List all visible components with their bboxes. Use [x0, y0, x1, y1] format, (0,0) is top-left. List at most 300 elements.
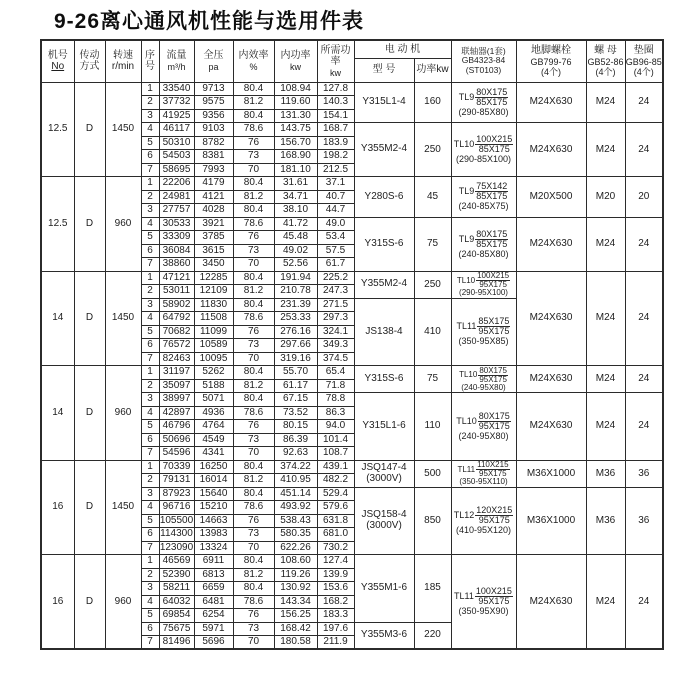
coupling-type: TL12 — [453, 510, 475, 521]
efficiency-cell: 76 — [233, 420, 274, 434]
required-power-cell: 183.3 — [317, 609, 354, 623]
drive-mode-cell: D — [74, 82, 105, 177]
required-power-cell: 57.5 — [317, 244, 354, 258]
required-power-cell: 297.3 — [317, 312, 354, 326]
seq-cell: 4 — [141, 123, 159, 137]
seq-cell: 3 — [141, 109, 159, 123]
efficiency-cell: 81.2 — [233, 379, 274, 393]
efficiency-cell: 73 — [233, 244, 274, 258]
internal-power-cell: 451.14 — [274, 487, 317, 501]
header-motor-model: 型 号 — [354, 58, 414, 82]
page-title: 9-26离心通风机性能与选用件表 — [54, 10, 365, 33]
internal-power-cell: 80.15 — [274, 420, 317, 434]
required-power-cell: 730.2 — [317, 541, 354, 555]
flow-cell: 46569 — [159, 555, 194, 569]
flow-cell: 52390 — [159, 568, 194, 582]
required-power-cell: 482.2 — [317, 474, 354, 488]
required-power-cell: 65.4 — [317, 366, 354, 380]
flow-cell: 70339 — [159, 460, 194, 474]
pressure-cell: 6481 — [194, 595, 233, 609]
flow-cell: 70682 — [159, 325, 194, 339]
efficiency-cell: 81.2 — [233, 568, 274, 582]
seq-cell: 7 — [141, 352, 159, 366]
seq-cell: 2 — [141, 285, 159, 299]
efficiency-cell: 76 — [233, 325, 274, 339]
required-power-cell: 49.0 — [317, 217, 354, 231]
seq-cell: 4 — [141, 595, 159, 609]
pressure-cell: 5262 — [194, 366, 233, 380]
coupling-type: TL9 — [458, 91, 475, 102]
pressure-cell: 6659 — [194, 582, 233, 596]
internal-power-cell: 374.22 — [274, 460, 317, 474]
pressure-cell: 15210 — [194, 501, 233, 515]
coupling-type: TL9 — [458, 233, 475, 244]
coupling-note: (410-95X120) — [455, 525, 512, 536]
efficiency-cell: 80.4 — [233, 298, 274, 312]
seq-cell: 7 — [141, 258, 159, 272]
efficiency-cell: 80.4 — [233, 393, 274, 407]
pressure-cell: 6813 — [194, 568, 233, 582]
required-power-cell: 168.2 — [317, 595, 354, 609]
nut-cell: M24 — [586, 393, 625, 461]
internal-power-cell: 319.16 — [274, 352, 317, 366]
internal-power-cell: 86.39 — [274, 433, 317, 447]
coupling-size-fraction: $\frac{80X175}{85X175}$ — [476, 228, 508, 249]
seq-cell: 2 — [141, 474, 159, 488]
internal-power-cell: 253.33 — [274, 312, 317, 326]
coupling-note: (350-95X90) — [458, 606, 509, 616]
flow-cell: 33540 — [159, 82, 194, 96]
flow-cell: 79131 — [159, 474, 194, 488]
pressure-cell: 14663 — [194, 514, 233, 528]
pressure-cell: 5071 — [194, 393, 233, 407]
internal-power-cell: 143.34 — [274, 595, 317, 609]
drive-mode-cell: D — [74, 177, 105, 272]
efficiency-cell: 73 — [233, 339, 274, 353]
flow-cell: 64792 — [159, 312, 194, 326]
internal-power-cell: 38.10 — [274, 204, 317, 218]
required-power-cell: 61.7 — [317, 258, 354, 272]
header-motor-power: 功率kw — [414, 58, 451, 82]
table-row — [41, 271, 663, 285]
header-efficiency: 内效率 % — [233, 40, 274, 82]
required-power-cell: 579.6 — [317, 501, 354, 515]
flow-cell: 69854 — [159, 609, 194, 623]
fan-no-cell: 14 — [41, 366, 74, 461]
seq-cell: 1 — [141, 177, 159, 191]
header-fan-no: 机号 No — [41, 40, 74, 82]
efficiency-cell: 70 — [233, 258, 274, 272]
motor-power-cell: 850 — [414, 487, 451, 555]
internal-power-cell: 181.10 — [274, 163, 317, 177]
coupling-cell — [451, 271, 516, 298]
flow-cell: 35097 — [159, 379, 194, 393]
motor-model-cell — [354, 177, 414, 218]
coupling-type: TL11 — [457, 464, 476, 474]
coupling-size-fraction: $\frac{110X215}{95X175}$ — [477, 460, 509, 478]
seq-cell: 3 — [141, 487, 159, 501]
coupling-type: TL11 — [454, 591, 474, 601]
pressure-cell: 11099 — [194, 325, 233, 339]
required-power-cell: 44.7 — [317, 204, 354, 218]
header-pressure: 全压 pa — [194, 40, 233, 82]
pressure-cell: 10589 — [194, 339, 233, 353]
nut-cell: M24 — [586, 366, 625, 393]
flow-cell: 42897 — [159, 406, 194, 420]
efficiency-cell: 76 — [233, 609, 274, 623]
washer-cell: 36 — [625, 460, 663, 487]
flow-cell: 31197 — [159, 366, 194, 380]
coupling-note: (290-95X100) — [459, 288, 508, 297]
required-power-cell: 212.5 — [317, 163, 354, 177]
nut-cell: M24 — [586, 123, 625, 177]
washer-cell: 20 — [625, 177, 663, 218]
efficiency-cell: 70 — [233, 447, 274, 461]
motor-model-line: Y315S-6 — [364, 372, 404, 384]
coupling-size-fraction: $\frac{80X175}{95X175}$ — [479, 365, 507, 384]
coupling-cell — [451, 123, 516, 177]
motor-power-cell: 110 — [414, 393, 451, 461]
efficiency-cell: 70 — [233, 163, 274, 177]
motor-model-line: Y280S-6 — [364, 190, 404, 202]
flow-cell: 41925 — [159, 109, 194, 123]
required-power-cell: 247.3 — [317, 285, 354, 299]
motor-power-cell: 250 — [414, 123, 451, 177]
coupling-type: TL10 — [459, 370, 478, 379]
flow-cell: 54596 — [159, 447, 194, 461]
coupling-cell — [451, 393, 516, 461]
efficiency-cell: 80.4 — [233, 82, 274, 96]
pressure-cell: 5971 — [194, 622, 233, 636]
header-seq: 序 号 — [141, 40, 159, 82]
efficiency-cell: 78.6 — [233, 123, 274, 137]
header-washer: 垫圈 GB96-85 (4个) — [625, 40, 663, 82]
fan-no-cell: 16 — [41, 460, 74, 555]
flow-cell: 47121 — [159, 271, 194, 285]
required-power-cell: 139.9 — [317, 568, 354, 582]
motor-model-line: Y315L1-4 — [362, 96, 406, 107]
internal-power-cell: 92.63 — [274, 447, 317, 461]
required-power-cell: 101.4 — [317, 433, 354, 447]
table-row — [41, 177, 663, 191]
motor-model-cell — [354, 555, 414, 623]
internal-power-cell: 297.66 — [274, 339, 317, 353]
flow-cell: 22206 — [159, 177, 194, 191]
seq-cell: 1 — [141, 460, 159, 474]
efficiency-cell: 78.6 — [233, 312, 274, 326]
required-power-cell: 86.3 — [317, 406, 354, 420]
seq-cell: 1 — [141, 271, 159, 285]
header-coupling: 联轴器(1套) GB4323-84 (ST0103) — [451, 40, 516, 82]
washer-cell: 24 — [625, 123, 663, 177]
pressure-cell: 3785 — [194, 231, 233, 245]
required-power-cell: 225.2 — [317, 271, 354, 285]
efficiency-cell: 73 — [233, 528, 274, 542]
internal-power-cell: 45.48 — [274, 231, 317, 245]
motor-model-line: (3000V) — [366, 472, 402, 484]
pressure-cell: 11508 — [194, 312, 233, 326]
seq-cell: 7 — [141, 636, 159, 650]
internal-power-cell: 119.26 — [274, 568, 317, 582]
header-anchor-bolt: 地脚螺栓 GB799-76 (4个) — [516, 40, 586, 82]
seq-cell: 1 — [141, 366, 159, 380]
seq-cell: 5 — [141, 420, 159, 434]
motor-model-line: Y355M1-6 — [360, 582, 408, 593]
required-power-cell: 324.1 — [317, 325, 354, 339]
internal-power-cell: 276.16 — [274, 325, 317, 339]
washer-cell: 24 — [625, 271, 663, 366]
drive-mode-cell: D — [74, 555, 105, 650]
coupling-cell — [451, 460, 516, 487]
flow-cell: 30533 — [159, 217, 194, 231]
flow-cell: 96716 — [159, 501, 194, 515]
table-row — [41, 366, 663, 380]
coupling-cell — [451, 177, 516, 218]
efficiency-cell: 80.4 — [233, 487, 274, 501]
anchor-bolt-cell: M24X630 — [516, 271, 586, 366]
internal-power-cell: 67.15 — [274, 393, 317, 407]
coupling-type: TL10 — [453, 139, 475, 149]
motor-model-cell — [354, 366, 414, 393]
pressure-cell: 12285 — [194, 271, 233, 285]
nut-cell: M36 — [586, 487, 625, 555]
seq-cell: 5 — [141, 231, 159, 245]
internal-power-cell: 73.52 — [274, 406, 317, 420]
internal-power-cell: 622.26 — [274, 541, 317, 555]
washer-cell: 24 — [625, 82, 663, 123]
efficiency-cell: 80.4 — [233, 582, 274, 596]
internal-power-cell: 34.71 — [274, 190, 317, 204]
efficiency-cell: 78.6 — [233, 217, 274, 231]
fan-no-cell: 12.5 — [41, 177, 74, 272]
internal-power-cell: 156.70 — [274, 136, 317, 150]
internal-power-cell: 49.02 — [274, 244, 317, 258]
internal-power-cell: 168.42 — [274, 622, 317, 636]
required-power-cell: 183.9 — [317, 136, 354, 150]
internal-power-cell: 52.56 — [274, 258, 317, 272]
pressure-cell: 8381 — [194, 150, 233, 164]
coupling-cell — [451, 366, 516, 393]
washer-cell: 36 — [625, 487, 663, 555]
pressure-cell: 11830 — [194, 298, 233, 312]
nut-cell: M24 — [586, 82, 625, 123]
pressure-cell: 4341 — [194, 447, 233, 461]
internal-power-cell: 108.94 — [274, 82, 317, 96]
seq-cell: 1 — [141, 82, 159, 96]
coupling-cell — [451, 298, 516, 366]
seq-cell: 6 — [141, 150, 159, 164]
efficiency-cell: 73 — [233, 622, 274, 636]
flow-cell: 58902 — [159, 298, 194, 312]
motor-model-cell — [354, 393, 414, 461]
pressure-cell: 13983 — [194, 528, 233, 542]
pressure-cell: 4179 — [194, 177, 233, 191]
pressure-cell: 9713 — [194, 82, 233, 96]
internal-power-cell: 41.72 — [274, 217, 317, 231]
washer-cell: 24 — [625, 217, 663, 271]
efficiency-cell: 78.6 — [233, 501, 274, 515]
anchor-bolt-cell: M24X630 — [516, 555, 586, 650]
motor-power-cell: 75 — [414, 366, 451, 393]
flow-cell: 50310 — [159, 136, 194, 150]
coupling-type: TL10 — [456, 415, 477, 426]
motor-model-cell — [354, 217, 414, 271]
motor-model-cell — [354, 460, 414, 487]
required-power-cell: 374.5 — [317, 352, 354, 366]
required-power-cell: 127.8 — [317, 82, 354, 96]
required-power-cell: 140.3 — [317, 96, 354, 110]
internal-power-cell: 130.92 — [274, 582, 317, 596]
flow-cell: 36084 — [159, 244, 194, 258]
required-power-cell: 271.5 — [317, 298, 354, 312]
motor-model-cell — [354, 622, 414, 649]
nut-cell: M24 — [586, 271, 625, 366]
internal-power-cell: 410.95 — [274, 474, 317, 488]
required-power-cell: 37.1 — [317, 177, 354, 191]
required-power-cell: 153.6 — [317, 582, 354, 596]
motor-power-cell: 220 — [414, 622, 451, 649]
coupling-size-fraction: $\frac{120X215}{95X175}$ — [476, 505, 513, 526]
seq-cell: 6 — [141, 528, 159, 542]
seq-cell: 2 — [141, 379, 159, 393]
motor-model-line: JSQ158-4 — [361, 509, 407, 521]
seq-cell: 5 — [141, 136, 159, 150]
seq-cell: 1 — [141, 555, 159, 569]
motor-model-line: Y315S-6 — [364, 237, 404, 249]
motor-model-line: (3000V) — [366, 519, 402, 531]
internal-power-cell: 231.39 — [274, 298, 317, 312]
seq-cell: 4 — [141, 501, 159, 515]
coupling-cell — [451, 82, 516, 123]
nut-cell: M24 — [586, 555, 625, 650]
motor-power-cell: 250 — [414, 271, 451, 298]
coupling-cell — [451, 217, 516, 271]
motor-power-cell: 185 — [414, 555, 451, 623]
required-power-cell: 40.7 — [317, 190, 354, 204]
header-flow: 流量 m³/h — [159, 40, 194, 82]
internal-power-cell: 168.90 — [274, 150, 317, 164]
coupling-size-fraction: $\frac{75X142}{85X175}$ — [476, 181, 508, 202]
efficiency-cell: 80.4 — [233, 271, 274, 285]
internal-power-cell: 493.92 — [274, 501, 317, 515]
flow-cell: 58211 — [159, 582, 194, 596]
coupling-cell — [451, 487, 516, 555]
efficiency-cell: 70 — [233, 636, 274, 650]
speed-cell: 960 — [105, 366, 141, 461]
required-power-cell: 439.1 — [317, 460, 354, 474]
anchor-bolt-cell: M24X630 — [516, 217, 586, 271]
motor-power-cell: 160 — [414, 82, 451, 123]
washer-cell: 24 — [625, 366, 663, 393]
efficiency-cell: 76 — [233, 514, 274, 528]
seq-cell: 3 — [141, 298, 159, 312]
efficiency-cell: 80.4 — [233, 460, 274, 474]
seq-cell: 3 — [141, 393, 159, 407]
required-power-cell: 168.7 — [317, 123, 354, 137]
pressure-cell: 6911 — [194, 555, 233, 569]
drive-mode-cell: D — [74, 460, 105, 555]
fan-no-cell: 16 — [41, 555, 74, 650]
efficiency-cell: 70 — [233, 352, 274, 366]
flow-cell: 38860 — [159, 258, 194, 272]
flow-cell: 58695 — [159, 163, 194, 177]
pressure-cell: 3615 — [194, 244, 233, 258]
required-power-cell: 681.0 — [317, 528, 354, 542]
flow-cell: 54503 — [159, 150, 194, 164]
motor-model-cell — [354, 123, 414, 177]
flow-cell: 33309 — [159, 231, 194, 245]
performance-table — [40, 39, 664, 650]
required-power-cell: 211.9 — [317, 636, 354, 650]
coupling-size-fraction: $\frac{100X215}{85X175}$ — [476, 134, 513, 154]
motor-model-line: JSQ147-4 — [361, 462, 407, 473]
anchor-bolt-cell: M24X630 — [516, 393, 586, 461]
seq-cell: 7 — [141, 447, 159, 461]
required-power-cell: 94.0 — [317, 420, 354, 434]
pressure-cell: 5188 — [194, 379, 233, 393]
pressure-cell: 3921 — [194, 217, 233, 231]
fan-no-cell: 12.5 — [41, 82, 74, 177]
coupling-size-fraction: $\frac{100X215}{95X175}$ — [477, 271, 510, 289]
table-row — [41, 82, 663, 96]
pressure-cell: 4764 — [194, 420, 233, 434]
motor-model-line: JS138-4 — [365, 325, 403, 337]
motor-power-cell: 410 — [414, 298, 451, 366]
pressure-cell: 6254 — [194, 609, 233, 623]
anchor-bolt-cell: M36X1000 — [516, 487, 586, 555]
required-power-cell: 529.4 — [317, 487, 354, 501]
flow-cell: 27757 — [159, 204, 194, 218]
seq-cell: 2 — [141, 568, 159, 582]
table-row — [41, 460, 663, 474]
internal-power-cell: 180.58 — [274, 636, 317, 650]
efficiency-cell: 80.4 — [233, 177, 274, 191]
header-motor-group: 电 动 机 — [354, 40, 451, 58]
pressure-cell: 4936 — [194, 406, 233, 420]
motor-power-cell: 500 — [414, 460, 451, 487]
flow-cell: 75675 — [159, 622, 194, 636]
pressure-cell: 4549 — [194, 433, 233, 447]
required-power-cell: 154.1 — [317, 109, 354, 123]
required-power-cell: 78.8 — [317, 393, 354, 407]
drive-mode-cell: D — [74, 271, 105, 366]
pressure-cell: 7993 — [194, 163, 233, 177]
flow-cell: 76572 — [159, 339, 194, 353]
nut-cell: M24 — [586, 217, 625, 271]
motor-model-cell — [354, 487, 414, 555]
internal-power-cell: 31.61 — [274, 177, 317, 191]
internal-power-cell: 580.35 — [274, 528, 317, 542]
pressure-cell: 9103 — [194, 123, 233, 137]
pressure-cell: 16014 — [194, 474, 233, 488]
internal-power-cell: 119.60 — [274, 96, 317, 110]
seq-cell: 7 — [141, 163, 159, 177]
speed-cell: 1450 — [105, 460, 141, 555]
header-drive-mode: 传动 方式 — [74, 40, 105, 82]
anchor-bolt-cell: M24X630 — [516, 82, 586, 123]
pressure-cell: 16250 — [194, 460, 233, 474]
motor-model-line: Y355M3-6 — [360, 629, 408, 640]
internal-power-cell: 143.75 — [274, 123, 317, 137]
seq-cell: 4 — [141, 217, 159, 231]
coupling-cell — [451, 555, 516, 650]
internal-power-cell: 156.25 — [274, 609, 317, 623]
motor-model-cell — [354, 82, 414, 123]
flow-cell: 105500 — [159, 514, 194, 526]
internal-power-cell: 55.70 — [274, 366, 317, 380]
pressure-cell: 8782 — [194, 136, 233, 150]
speed-cell: 960 — [105, 177, 141, 272]
